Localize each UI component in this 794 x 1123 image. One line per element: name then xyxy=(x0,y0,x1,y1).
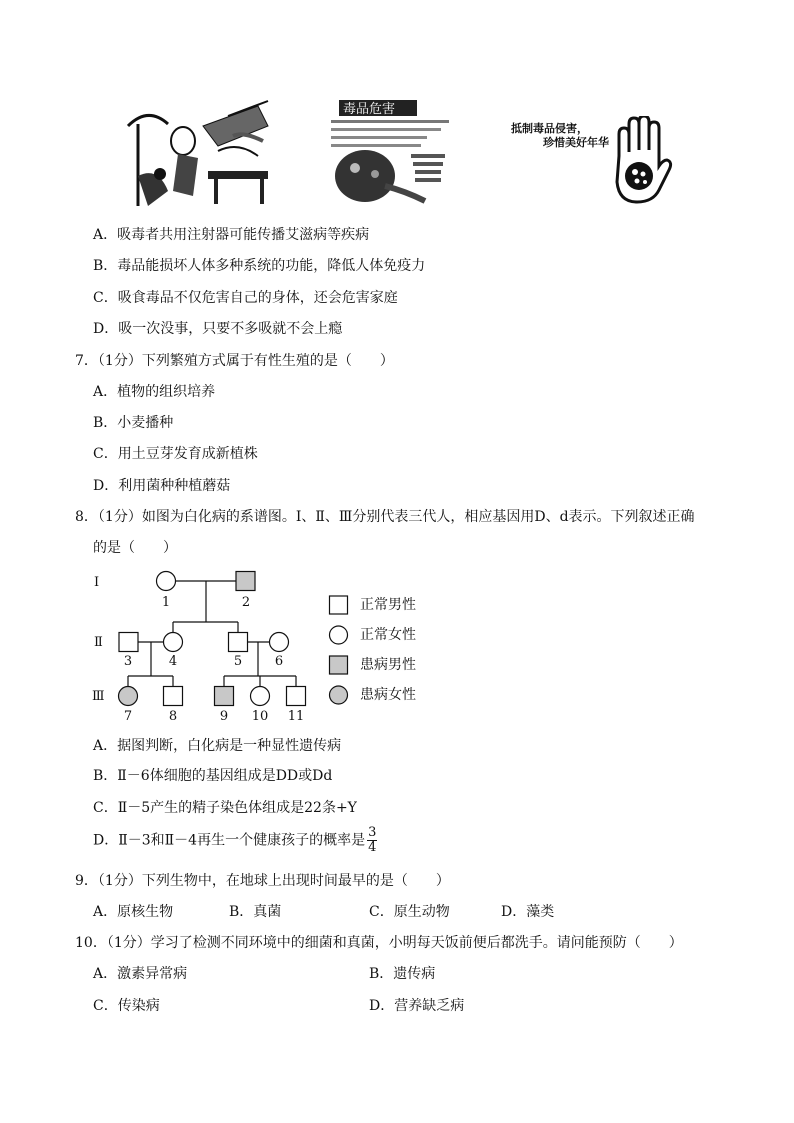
label-3: 3 xyxy=(123,654,133,669)
q10-option-a: A．激素异常病 xyxy=(93,966,188,982)
fraction-denominator: 4 xyxy=(368,840,377,855)
label-5: 5 xyxy=(233,654,243,669)
individual-2 xyxy=(236,572,255,591)
individual-7 xyxy=(119,687,138,706)
individual-5 xyxy=(229,633,248,652)
q9-option-d: D．藻类 xyxy=(501,904,555,920)
q10-option-d: D．营养缺乏病 xyxy=(369,998,465,1014)
legend-normal-male-symbol xyxy=(330,596,348,614)
label-4: 4 xyxy=(168,654,178,669)
label-9: 9 xyxy=(219,709,229,724)
poster2-title: 毒品危害 xyxy=(343,102,396,117)
pedigree-legend xyxy=(328,594,438,710)
hand-stop-icon xyxy=(607,116,677,206)
poster-resist-drugs xyxy=(505,108,691,210)
individual-4 xyxy=(164,633,183,652)
fraction-three-quarters xyxy=(367,826,377,855)
generation-label-1: Ⅰ xyxy=(94,575,100,590)
q6-option-d: D．吸一次没事，只要不多吸就不会上瘾 xyxy=(93,321,343,337)
q8-option-b: B．Ⅱ－6体细胞的基因组成是DD或Dd xyxy=(93,768,333,784)
q8-option-a: A．据图判断，白化病是一种显性遗传病 xyxy=(93,738,342,754)
poster3-slogan-line1: 抵制毒品侵害， xyxy=(511,122,588,135)
legend-normal-female: 正常女性 xyxy=(360,627,416,643)
label-6: 6 xyxy=(274,654,284,669)
legend-affected-male-symbol xyxy=(330,656,348,674)
fraction-numerator: 3 xyxy=(368,825,377,840)
pedigree-chart xyxy=(86,566,326,726)
q7-option-a: A．植物的组织培养 xyxy=(93,384,216,400)
q7-option-b: B．小麦播种 xyxy=(93,415,174,431)
individual-8 xyxy=(164,687,183,706)
generation-label-2: Ⅱ xyxy=(94,635,103,650)
label-11: 11 xyxy=(287,709,305,724)
individual-10 xyxy=(251,687,270,706)
individual-6 xyxy=(270,633,289,652)
q8-option-d xyxy=(93,826,377,855)
label-10: 10 xyxy=(251,709,269,724)
poster-drug-harm xyxy=(325,96,457,208)
legend-affected-female-symbol xyxy=(330,686,348,704)
q8-option-c: C．Ⅱ－5产生的精子染色体组成是22条+Y xyxy=(93,800,357,816)
q8-option-d-text: D．Ⅱ－3和Ⅱ－4再生一个健康孩子的概率是 xyxy=(93,832,366,849)
q8-stem-line1: 8．（1分）如图为白化病的系谱图。Ⅰ、Ⅱ、Ⅲ分别代表三代人，相应基因用D、d表示。下列叙述正确 xyxy=(75,509,695,525)
q9-stem: 9．（1分）下列生物中，在地球上出现时间最早的是（ ） xyxy=(75,873,450,889)
generation-label-3: Ⅲ xyxy=(92,689,105,704)
label-8: 8 xyxy=(168,709,178,724)
individual-11 xyxy=(287,687,306,706)
legend-affected-female: 患病女性 xyxy=(360,687,416,703)
q6-option-c: C．吸食毒品不仅危害自己的身体，还会危害家庭 xyxy=(93,290,398,306)
legend-normal-female-symbol xyxy=(330,626,348,644)
individual-3 xyxy=(119,633,138,652)
q9-option-a: A．原核生物 xyxy=(93,904,174,920)
legend-normal-male: 正常男性 xyxy=(360,597,416,613)
label-1: 1 xyxy=(161,595,171,610)
q6-option-b: B．毒品能损坏人体多种系统的功能，降低人体免疫力 xyxy=(93,258,426,274)
label-2: 2 xyxy=(241,595,251,610)
label-7: 7 xyxy=(123,709,133,724)
poster-cartoon xyxy=(118,96,276,212)
q7-option-c: C．用土豆芽发育成新植株 xyxy=(93,446,258,462)
q7-option-d: D．利用菌种种植蘑菇 xyxy=(93,478,231,494)
individual-9 xyxy=(215,687,234,706)
q10-option-c: C．传染病 xyxy=(93,998,160,1014)
q6-option-a: A．吸毒者共用注射器可能传播艾滋病等疾病 xyxy=(93,227,370,243)
q10-stem: 10．（1分）学习了检测不同环境中的细菌和真菌，小明每天饭前便后都洗手。请问能预防（ ） xyxy=(75,935,683,951)
q10-option-b: B．遗传病 xyxy=(369,966,436,982)
q9-option-c: C．原生动物 xyxy=(369,904,450,920)
legend-affected-male: 患病男性 xyxy=(360,657,416,673)
q7-stem: 7．（1分）下列繁殖方式属于有性生殖的是（ ） xyxy=(75,353,394,369)
q8-stem-line2: 的是（ ） xyxy=(93,540,177,556)
individual-1 xyxy=(157,572,176,591)
poster3-slogan-line2: 珍惜美好年华 xyxy=(543,136,609,149)
q9-option-b: B．真菌 xyxy=(229,904,282,920)
